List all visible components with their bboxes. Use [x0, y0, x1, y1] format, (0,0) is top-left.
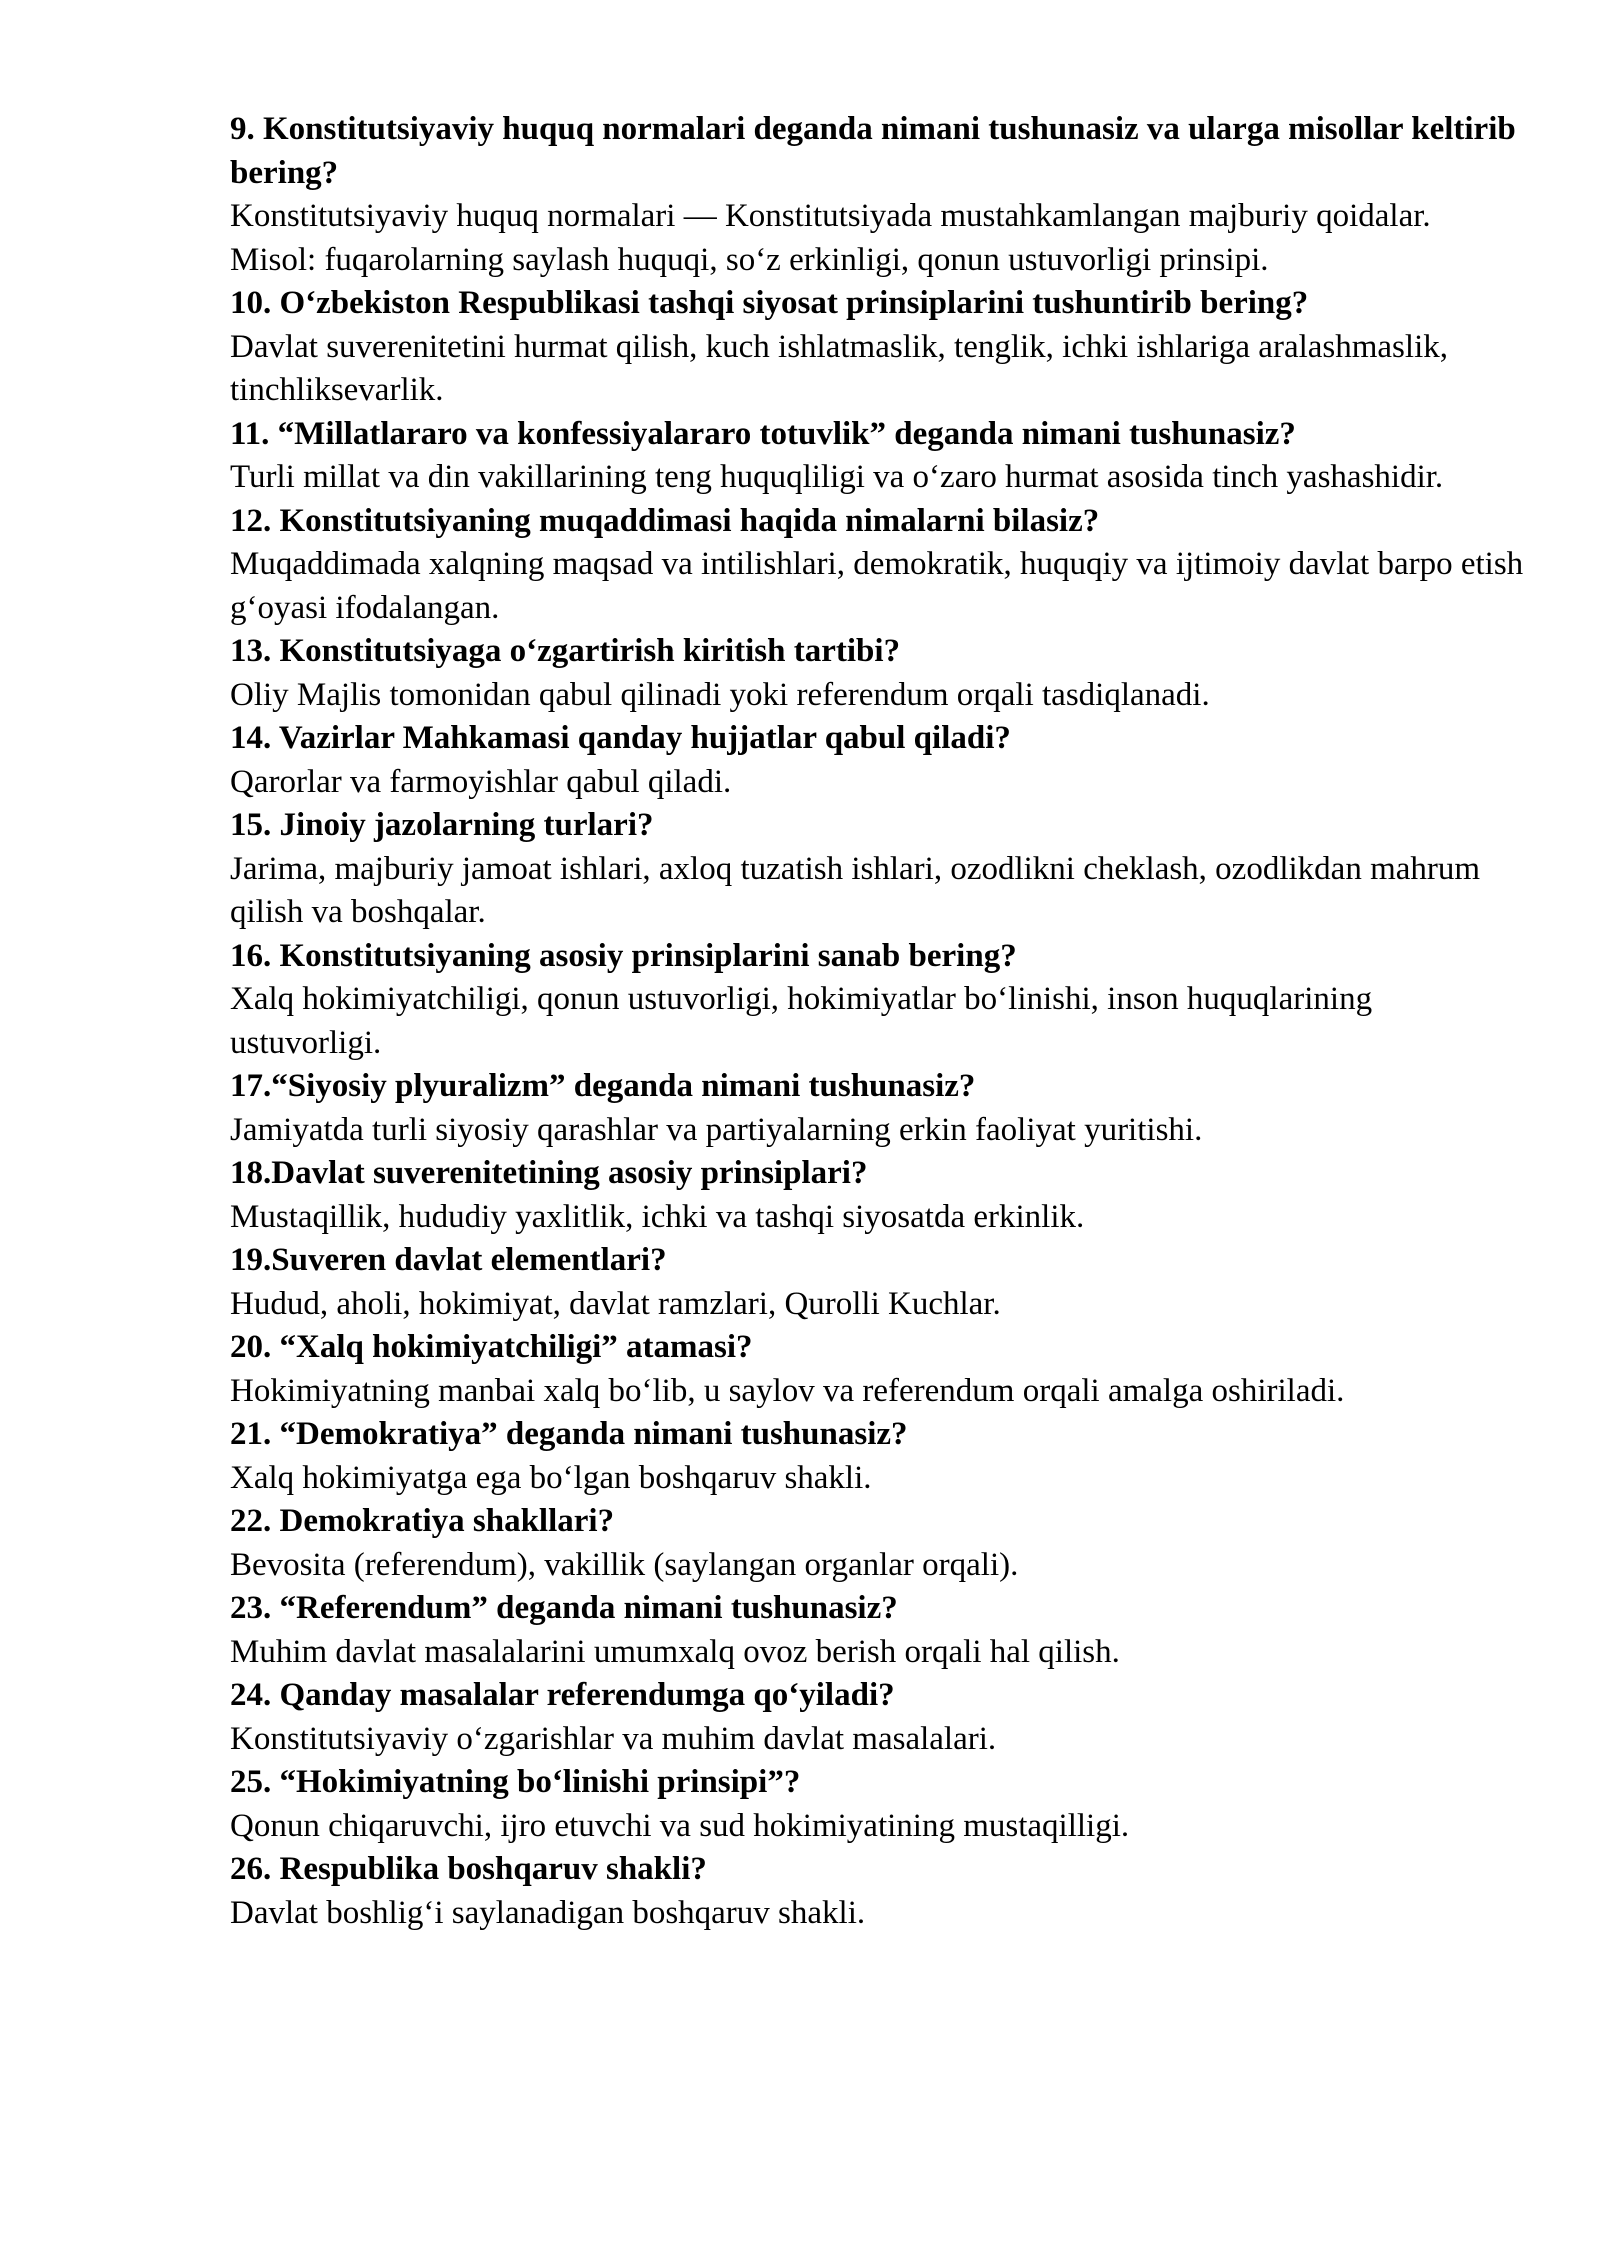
- answer-text: Konstitutsiyaviy huquq normalari — Konstitutsiyada mustahkamlangan majburiy qoidalar. Misol: fuqarolarning saylash huquqi, so‘z erkinligi, qonun ustuvorligi prinsipi.: [230, 198, 1431, 278]
- qa-item: [230, 413, 1530, 500]
- question-text: 25. “Hokimiyatning bo‘linishi prinsipi”?: [230, 1764, 801, 1800]
- answer-text: Jarima, majburiy jamoat ishlari, axloq tuzatish ishlari, ozodlikni cheklash, ozodlikdan mahrum qilish va boshqalar.: [230, 850, 1481, 930]
- qa-item: [230, 1413, 1530, 1500]
- qa-item: [230, 282, 1530, 413]
- question-text: 9. Konstitutsiyaviy huquq normalari deganda nimani tushunasiz va ularga misollar keltirib bering?: [230, 111, 1516, 191]
- qa-item: [230, 1065, 1530, 1152]
- question-text: 11. “Millatlararo va konfessiyalararo totuvlik” deganda nimani tushunasiz?: [230, 415, 1296, 452]
- qa-item: [230, 630, 1530, 717]
- question-text: 13. Konstitutsiyaga o‘zgartirish kiritish tartibi?: [230, 633, 901, 669]
- question-text: 12. Konstitutsiyaning muqaddimasi haqida nimalarni bilasiz?: [230, 502, 1100, 539]
- answer-text: Konstitutsiyaviy o‘zgarishlar va muhim davlat masalalari.: [230, 1720, 997, 1757]
- question-text: 19.Suveren davlat elementlari?: [230, 1242, 667, 1278]
- question-text: 17.“Siyosiy plyuralizm” deganda nimani tushunasiz?: [230, 1068, 976, 1104]
- answer-text: Muhim davlat masalalarini umumxalq ovoz berish orqali hal qilish.: [230, 1633, 1120, 1670]
- answer-text: Hudud, aholi, hokimiyat, davlat ramzlari, Qurolli Kuchlar.: [230, 1285, 1001, 1322]
- answer-text: Oliy Majlis tomonidan qabul qilinadi yoki referendum orqali tasdiqlanadi.: [230, 676, 1210, 713]
- question-text: 26. Respublika boshqaruv shakli?: [230, 1851, 707, 1887]
- answer-text: Qonun chiqaruvchi, ijro etuvchi va sud hokimiyatining mustaqilligi.: [230, 1807, 1130, 1844]
- qa-item: [230, 1848, 1530, 1935]
- question-text: 22. Demokratiya shakllari?: [230, 1503, 615, 1539]
- question-text: 15. Jinoiy jazolarning turlari?: [230, 807, 654, 843]
- question-text: 23. “Referendum” deganda nimani tushunasiz?: [230, 1590, 898, 1626]
- question-text: 20. “Xalq hokimiyatchiligi” atamasi?: [230, 1329, 753, 1365]
- qa-item: [230, 1326, 1530, 1413]
- question-text: 16. Konstitutsiyaning asosiy prinsiplarini sanab bering?: [230, 937, 1017, 974]
- answer-text: Davlat boshlig‘i saylanadigan boshqaruv shakli.: [230, 1894, 866, 1931]
- qa-item: [230, 500, 1530, 631]
- answer-text: Xalq hokimiyatga ega bo‘lgan boshqaruv shakli.: [230, 1459, 872, 1496]
- qa-item: [230, 1761, 1530, 1848]
- answer-text: Bevosita (referendum), vakillik (saylangan organlar orqali).: [230, 1546, 1019, 1583]
- question-text: 14. Vazirlar Mahkamasi qanday hujjatlar qabul qiladi?: [230, 720, 1011, 756]
- question-text: 21. “Demokratiya” deganda nimani tushunasiz?: [230, 1416, 908, 1452]
- answer-text: Muqaddimada xalqning maqsad va intilishlari, demokratik, huquqiy va ijtimoiy davlat barpo etish g‘oyasi ifodalangan.: [230, 546, 1524, 626]
- question-text: 10. O‘zbekiston Respublikasi tashqi siyosat prinsiplarini tushuntirib bering?: [230, 285, 1309, 321]
- qa-item: [230, 1152, 1530, 1239]
- answer-text: Xalq hokimiyatchiligi, qonun ustuvorligi, hokimiyatlar bo‘linishi, inson huquqlarining ustuvorligi.: [230, 981, 1373, 1061]
- qa-item: [230, 1587, 1530, 1674]
- answer-text: Davlat suverenitetini hurmat qilish, kuch ishlatmaslik, tenglik, ichki ishlariga aralashmaslik, tinchliksevarlik.: [230, 328, 1448, 408]
- answer-text: Mustaqillik, hududiy yaxlitlik, ichki va tashqi siyosatda erkinlik.: [230, 1198, 1085, 1235]
- document-page: [230, 108, 1530, 1935]
- answer-text: Hokimiyatning manbai xalq bo‘lib, u saylov va referendum orqali amalga oshiriladi.: [230, 1372, 1345, 1409]
- qa-item: [230, 108, 1530, 282]
- qa-item: [230, 1674, 1530, 1761]
- answer-text: Jamiyatda turli siyosiy qarashlar va partiyalarning erkin faoliyat yuritishi.: [230, 1111, 1203, 1148]
- qa-item: [230, 1239, 1530, 1326]
- qa-item: [230, 804, 1530, 935]
- qa-item: [230, 935, 1530, 1066]
- question-text: 24. Qanday masalalar referendumga qo‘yiladi?: [230, 1677, 895, 1713]
- question-text: 18.Davlat suverenitetining asosiy prinsiplari?: [230, 1155, 868, 1191]
- answer-text: Qarorlar va farmoyishlar qabul qiladi.: [230, 763, 732, 800]
- answer-text: Turli millat va din vakillarining teng huquqliligi va o‘zaro hurmat asosida tinch yashashidir.: [230, 459, 1444, 495]
- qa-item: [230, 717, 1530, 804]
- qa-item: [230, 1500, 1530, 1587]
